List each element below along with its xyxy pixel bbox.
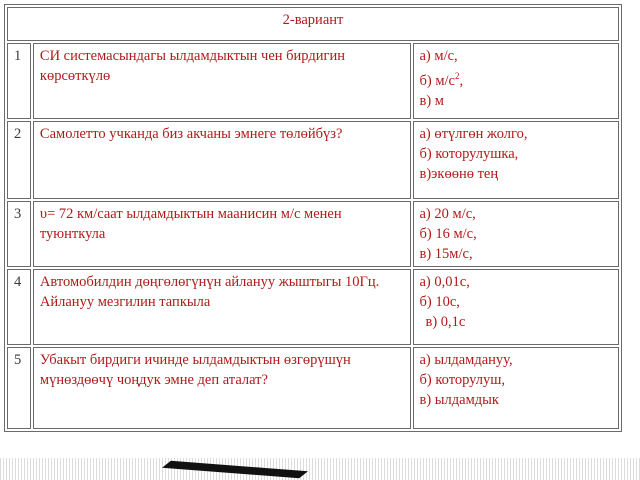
option-b: б) которулуш,: [419, 372, 506, 388]
option-b-text: б) м/с: [419, 72, 455, 89]
question-number: 5: [7, 347, 31, 429]
option-b: б) 10с,: [419, 294, 460, 310]
option-a: а) 20 м/с,: [419, 206, 476, 222]
option-c: в) 15м/с,: [419, 246, 473, 262]
question-number: 4: [7, 269, 31, 345]
option-c: в) 0,1с: [425, 314, 466, 330]
superscript: 2: [454, 71, 460, 81]
answer-options: [413, 269, 620, 345]
option-a: а) ылдамдануу,: [419, 352, 513, 368]
option-a: а) өтүлгөн жолго,: [419, 126, 528, 142]
question-text: СИ системасындагы ылдамдыктын чен бирдигин көрсөткүлө: [33, 43, 411, 119]
answer-options: [413, 43, 620, 119]
option-a: а) м/с,: [419, 48, 458, 64]
answer-options: [413, 121, 620, 199]
question-row: [7, 201, 619, 267]
title-row: [7, 7, 619, 41]
question-text: υ= 72 км/саат ылдамдыктын маанисин м/с менен туюнткула: [33, 201, 411, 267]
question-row: [7, 269, 619, 345]
question-row: [7, 43, 619, 119]
decorative-bottom-bar: [0, 458, 640, 480]
question-number: 2: [7, 121, 31, 199]
option-c: в)экөөнө тең: [419, 166, 499, 182]
answer-options: [413, 201, 620, 267]
variant-title: 2-вариант: [7, 7, 619, 41]
option-c: в) ылдамдык: [419, 392, 499, 408]
question-row: [7, 121, 619, 199]
option-b: [420, 66, 613, 91]
question-number: 1: [7, 43, 31, 119]
option-c: в) м: [419, 92, 444, 109]
option-b-suffix: ,: [459, 72, 464, 89]
option-b: б) которулушка,: [419, 146, 519, 162]
question-text: Автомобилдин дөңгөлөгүнүн айлануу жыштыгы 10Гц. Айлануу мезгилин тапкыла: [33, 269, 411, 345]
question-text: Самолетто учканда биз акчаны эмнеге төлөйбүз?: [33, 121, 411, 199]
quiz-table: [4, 4, 622, 432]
answer-options: [413, 347, 620, 429]
question-row: [7, 347, 619, 429]
question-text: Убакыт бирдиги ичинде ылдамдыктын өзгөрүшүн мүнөздөөчү чоңдук эмне деп аталат?: [33, 347, 411, 429]
question-number: 3: [7, 201, 31, 267]
option-b: б) 16 м/с,: [419, 226, 477, 242]
option-a: а) 0,01с,: [419, 274, 470, 290]
